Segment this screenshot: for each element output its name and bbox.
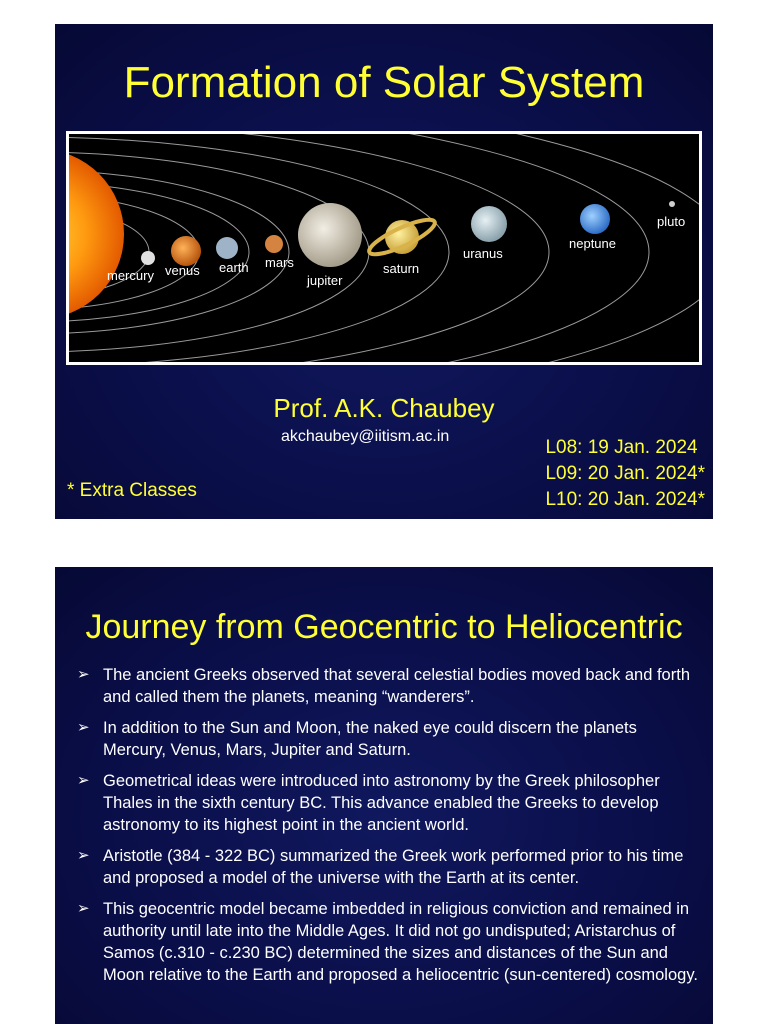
lecture-item: L10: 20 Jan. 2024* (545, 489, 705, 510)
solar-system-illustration (69, 134, 699, 362)
bullet-item (55, 717, 713, 761)
arrow-bullet-icon: ➢ (77, 900, 90, 917)
arrow-bullet-icon: ➢ (77, 847, 90, 864)
bullet-text: The ancient Greeks observed that several celestial bodies moved back and forth and called them the planets, meaning “wanderers”. (103, 666, 690, 706)
planet-earth (216, 237, 238, 259)
slide-title: Journey from Geocentric to Heliocentric (85, 608, 683, 646)
arrow-bullet-icon: ➢ (77, 666, 90, 683)
bullet-item (55, 770, 713, 836)
slide-formation (55, 24, 713, 519)
bullet-text: This geocentric model became imbedded in religious conviction and remained in authority until late into the Middle Ages. It did not go undisputed; Aristarchus of Samos (c.310 - c.230 BC) determined the sizes and distances of the Sun and Moon relative to the Earth and proposed a heliocentric (sun-centered) cosmology. (103, 900, 698, 984)
label-mars: mars (265, 255, 294, 270)
label-pluto: pluto (657, 214, 686, 229)
label-earth: earth (219, 260, 249, 275)
planet-pluto (669, 201, 675, 207)
bullet-item (55, 898, 713, 986)
bullet-item (55, 845, 713, 889)
slide-geocentric-heliocentric (55, 567, 713, 1024)
arrow-bullet-icon: ➢ (77, 719, 90, 736)
bullet-text: Geometrical ideas were introduced into astronomy by the Greek philosopher Thales in the sixth century BC. This advance enabled the Greeks to develop astronomy to its highest point in the ancient world. (103, 772, 660, 834)
label-jupiter: jupiter (307, 273, 343, 288)
lecture-item: L09: 20 Jan. 2024* (545, 463, 705, 484)
arrow-bullet-icon: ➢ (77, 772, 90, 789)
planet-mercury (141, 251, 155, 265)
planet-neptune (580, 204, 610, 234)
planet-jupiter (298, 203, 362, 267)
slide-title: Formation of Solar System (123, 58, 645, 107)
author-email: akchaubey@iitism.ac.in (281, 428, 450, 445)
planet-saturn (366, 214, 439, 261)
planet-uranus (471, 206, 507, 242)
label-mercury: mercury (107, 268, 154, 283)
label-uranus: uranus (463, 246, 503, 261)
bullet-item (55, 664, 713, 708)
solar-system-image (66, 131, 702, 365)
planet-mars (265, 235, 283, 253)
bullet-list (55, 664, 713, 995)
label-venus: venus (165, 263, 200, 278)
planet-venus (171, 236, 201, 266)
lecture-item: L08: 19 Jan. 2024 (545, 437, 698, 458)
bullet-text: In addition to the Sun and Moon, the naked eye could discern the planets Mercury, Venus, Mars, Jupiter and Saturn. (103, 719, 637, 759)
bullet-text: Aristotle (384 - 322 BC) summarized the Greek work performed prior to his time and proposed a model of the universe with the Earth at its center. (103, 847, 684, 887)
label-neptune: neptune (569, 236, 616, 251)
lecture-schedule (545, 435, 705, 513)
author-name: Prof. A.K. Chaubey (273, 393, 495, 423)
extra-classes-note: * Extra Classes (67, 480, 197, 501)
label-saturn: saturn (383, 261, 420, 276)
